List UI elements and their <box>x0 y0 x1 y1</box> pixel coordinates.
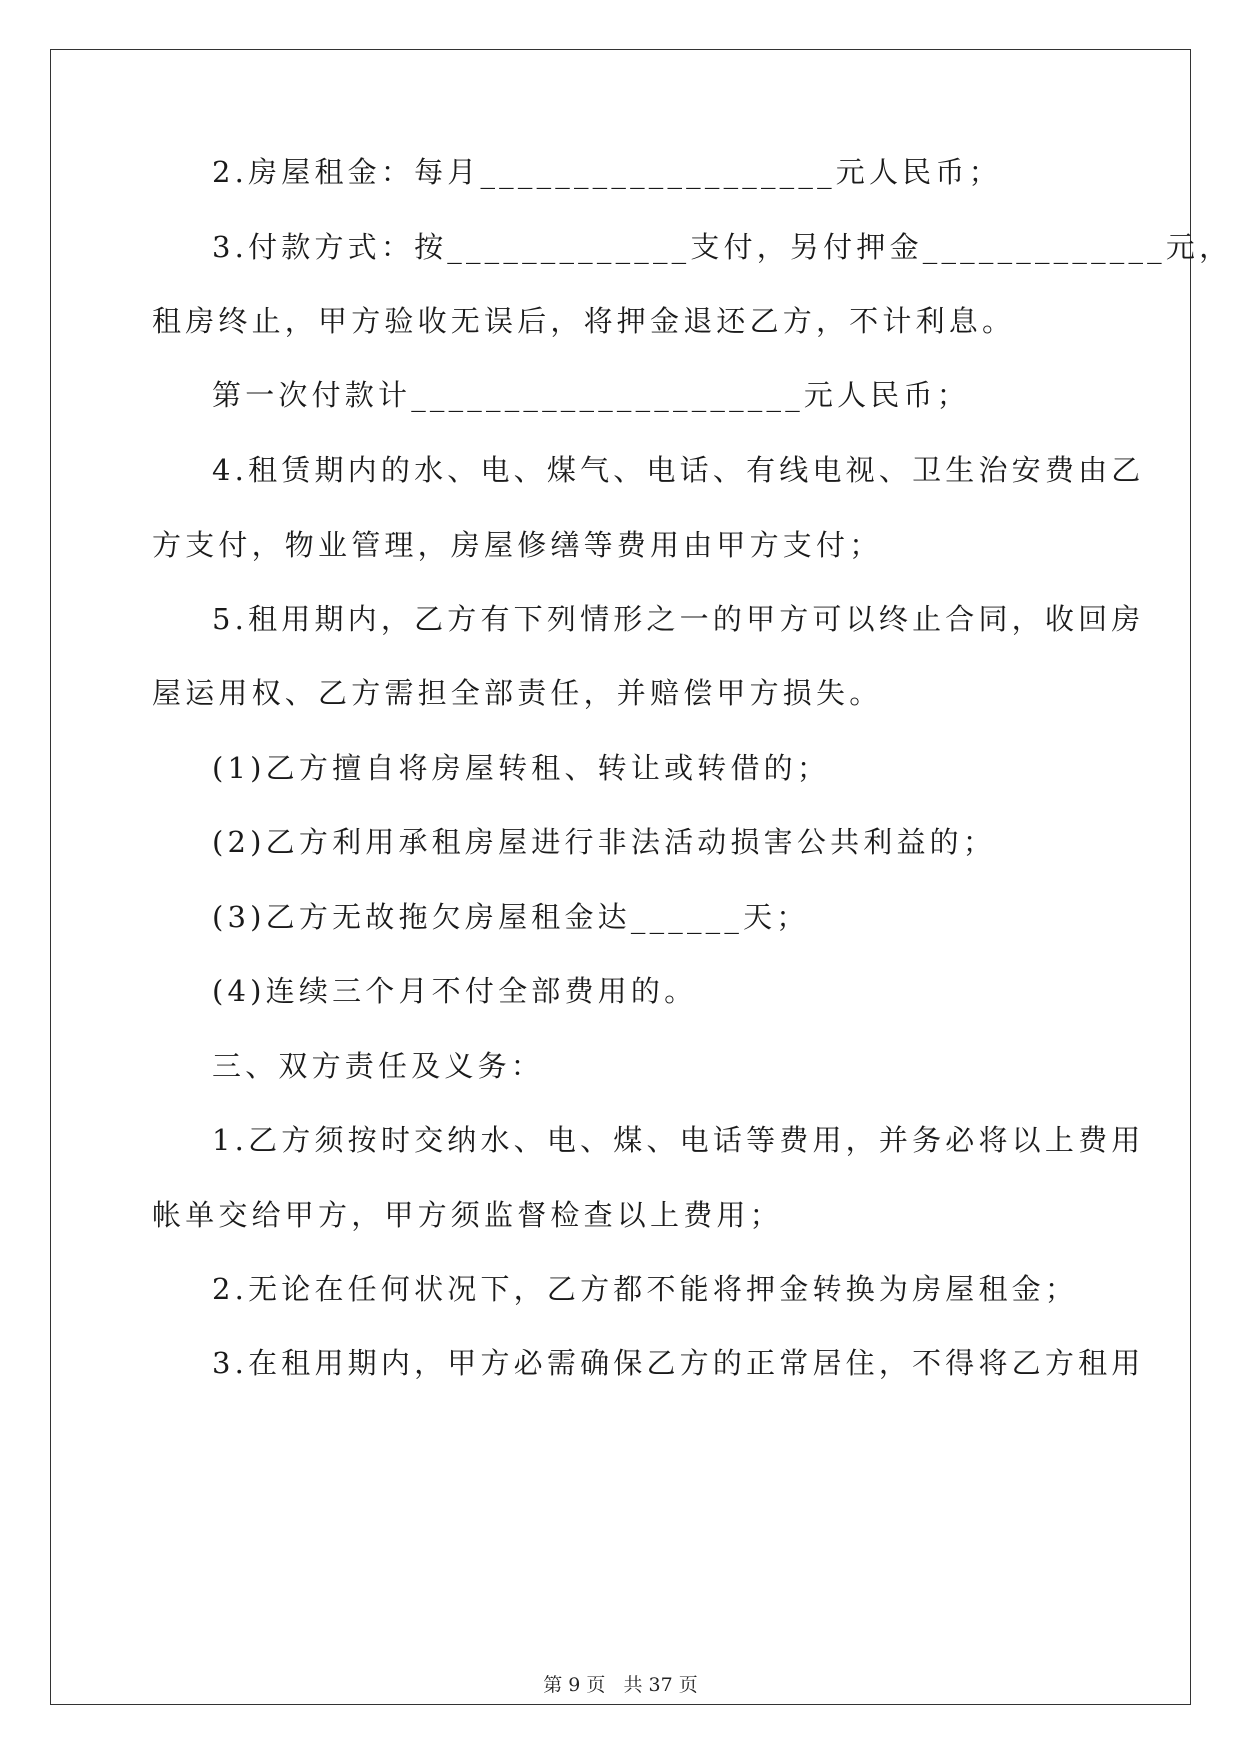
text-line: 4.租赁期内的水、电、煤气、电话、有线电视、卫生治安费由乙 <box>212 453 1145 487</box>
text-line: (3)乙方无故拖欠房屋租金达______天； <box>212 900 810 934</box>
text-line: 3.在租用期内，甲方必需确保乙方的正常居住，不得将乙方租用 <box>212 1346 1145 1380</box>
text-line: 屋运用权、乙方需担全部责任，并赔偿甲方损失。 <box>152 676 883 710</box>
page-border <box>50 49 1191 1705</box>
section-heading: 三、双方责任及义务： <box>212 1049 545 1083</box>
text-line: 5.租用期内，乙方有下列情形之一的甲方可以终止合同，收回房 <box>212 602 1145 636</box>
text-line: 帐单交给甲方，甲方须监督检查以上费用； <box>152 1198 783 1232</box>
text-line: 3.付款方式：按_____________支付，另付押金_____________元， <box>212 230 1233 264</box>
text-line: 2.无论在任何状况下，乙方都不能将押金转换为房屋租金； <box>212 1272 1079 1306</box>
text-line: 1.乙方须按时交纳水、电、煤、电话等费用，并务必将以上费用 <box>212 1123 1145 1157</box>
text-line: 租房终止，甲方验收无误后，将押金退还乙方，不计利息。 <box>152 304 1016 338</box>
text-line: (1)乙方擅自将房屋转租、转让或转借的； <box>212 751 831 785</box>
page-number-footer: 第 9 页 共 37 页 <box>543 1674 698 1696</box>
text-line: (4)连续三个月不付全部费用的。 <box>212 974 698 1008</box>
text-line: 2.房屋租金：每月___________________元人民币； <box>212 155 1002 189</box>
text-line: 第一次付款计_____________________元人民币； <box>212 378 970 412</box>
text-line: 方支付，物业管理，房屋修缮等费用由甲方支付； <box>152 528 883 562</box>
text-line: (2)乙方利用承租房屋进行非法活动损害公共利益的； <box>212 825 997 859</box>
